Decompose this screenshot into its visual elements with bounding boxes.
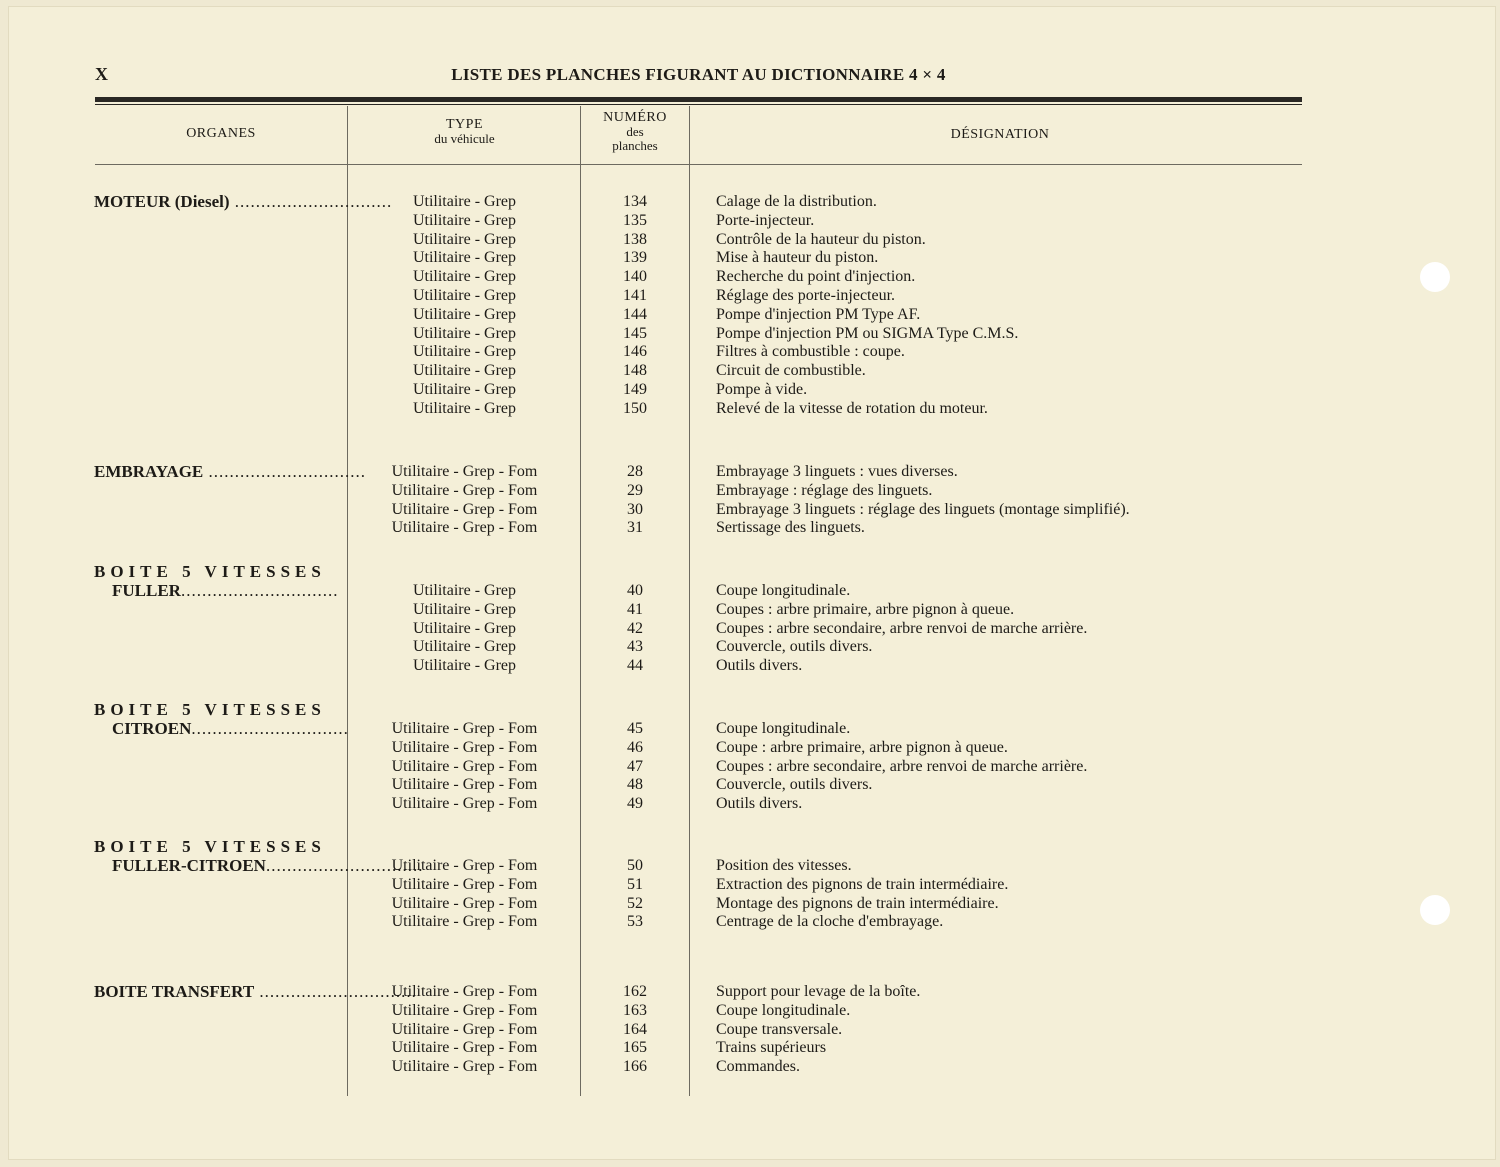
page-title: LISTE DES PLANCHES FIGURANT AU DICTIONNAIRE 4 × 4 [451, 65, 946, 84]
table-row [0, 267, 1500, 286]
table-row [0, 230, 1500, 249]
plate-number: 29 [627, 481, 643, 499]
vehicle-type: Utilitaire - Grep - Fom [391, 795, 538, 813]
designation: Mise à hauteur du piston. [716, 249, 879, 267]
plate-number: 166 [623, 1058, 647, 1076]
table-row [0, 481, 1500, 500]
designation: Couvercle, outils divers. [716, 638, 873, 656]
plate-number: 50 [627, 857, 643, 874]
table-row [0, 581, 1500, 600]
designation: Montage des pignons de train intermédiaire. [716, 894, 999, 912]
plate-number: 149 [623, 381, 647, 398]
designation: Coupes : arbre secondaire, arbre renvoi de marche arrière. [716, 757, 1088, 775]
plate-number: 134 [623, 193, 647, 210]
plate-number: 48 [627, 776, 643, 794]
header-bottom-rule [95, 164, 1302, 165]
designation: Commandes. [716, 1058, 800, 1076]
vehicle-type: Utilitaire - Grep - Fom [391, 481, 538, 499]
leader-dots: .............................. [229, 192, 393, 211]
plate-number: 47 [627, 757, 643, 775]
vehicle-type: Utilitaire - Grep - Fom [391, 1001, 538, 1019]
organ-subname: FULLER-CITROEN [112, 856, 266, 875]
plate-number: 43 [627, 638, 643, 656]
vehicle-type: Utilitaire - Grep [412, 582, 517, 599]
organ-name: BOITE 5 VITESSES [94, 562, 326, 581]
vehicle-type: Utilitaire - Grep [412, 399, 517, 417]
designation: Coupe transversale. [716, 1020, 843, 1038]
table-row [0, 600, 1500, 619]
col-head-numero: NUMÉRO des planches [603, 110, 667, 153]
vehicle-type: Utilitaire - Grep - Fom [391, 875, 538, 893]
organ-label-line1 [94, 837, 346, 856]
organ-subname: CITROEN [112, 719, 192, 738]
table-row [0, 518, 1500, 537]
plate-number: 145 [623, 324, 647, 342]
designation: Coupe : arbre primaire, arbre pignon à queue. [716, 738, 1008, 756]
table-row [0, 619, 1500, 638]
vehicle-type: Utilitaire - Grep [412, 230, 517, 248]
vehicle-type: Utilitaire - Grep [412, 343, 517, 361]
table-row [0, 1038, 1500, 1057]
plate-number: 52 [627, 894, 643, 912]
designation: Embrayage : réglage des linguets. [716, 481, 933, 499]
vehicle-type: Utilitaire - Grep - Fom [391, 1039, 538, 1057]
plate-number: 140 [623, 268, 647, 286]
designation: Coupe longitudinale. [716, 1001, 851, 1019]
table-row [0, 794, 1500, 813]
leader-dots: .............................. [180, 581, 339, 600]
designation: Coupes : arbre secondaire, arbre renvoi de marche arrière. [716, 619, 1088, 637]
col-head-type: TYPE du véhicule [434, 117, 495, 146]
designation: Centrage de la cloche d'embrayage. [716, 913, 944, 931]
table-row [0, 192, 1500, 211]
designation: Relevé de la vitesse de rotation du moteur. [716, 399, 988, 417]
table-row [0, 982, 1500, 1001]
leader-dots: .............................. [265, 856, 424, 875]
designation: Coupe longitudinale. [716, 720, 851, 737]
plate-number: 53 [627, 913, 643, 931]
table-row [0, 656, 1500, 675]
organ-subname: FULLER [112, 581, 181, 600]
table-row [0, 856, 1500, 875]
plate-number: 44 [627, 657, 643, 675]
plate-number: 46 [627, 738, 643, 756]
vehicle-type: Utilitaire - Grep - Fom [391, 1058, 538, 1076]
table-row [0, 637, 1500, 656]
organ-label-line1 [94, 700, 346, 719]
vehicle-type: Utilitaire - Grep - Fom [391, 894, 538, 912]
table-row [0, 305, 1500, 324]
table-row [0, 462, 1500, 481]
plate-number: 148 [623, 362, 647, 380]
vehicle-type: Utilitaire - Grep [412, 268, 517, 286]
vehicle-type: Utilitaire - Grep - Fom [391, 857, 538, 874]
col-head-organes: ORGANES [186, 126, 256, 141]
designation: Pompe à vide. [716, 381, 808, 398]
plate-number: 41 [627, 600, 643, 618]
plate-number: 51 [627, 875, 643, 893]
table-row [0, 399, 1500, 418]
vehicle-type: Utilitaire - Grep - Fom [391, 913, 538, 931]
table-row [0, 1020, 1500, 1039]
plate-number: 135 [623, 211, 647, 229]
table-row [0, 342, 1500, 361]
designation: Porte-injecteur. [716, 211, 815, 229]
designation: Pompe d'injection PM Type AF. [716, 305, 921, 323]
table-row [0, 211, 1500, 230]
designation: Extraction des pignons de train intermédiaire. [716, 875, 1009, 893]
table-row [0, 894, 1500, 913]
vehicle-type: Utilitaire - Grep - Fom [391, 738, 538, 756]
vehicle-type: Utilitaire - Grep [412, 362, 517, 380]
vehicle-type: Utilitaire - Grep [412, 287, 517, 304]
designation: Embrayage 3 linguets : vues diverses. [716, 463, 958, 480]
designation: Calage de la distribution. [716, 193, 877, 210]
vehicle-type: Utilitaire - Grep [412, 619, 517, 637]
plate-number: 165 [623, 1039, 647, 1057]
designation: Outils divers. [716, 657, 803, 675]
designation: Position des vitesses. [716, 857, 852, 874]
plate-number: 162 [623, 983, 647, 1000]
designation: Coupe longitudinale. [716, 582, 851, 599]
vehicle-type: Utilitaire - Grep - Fom [391, 519, 538, 537]
leader-dots: .............................. [203, 462, 367, 481]
vehicle-type: Utilitaire - Grep [412, 324, 517, 342]
plate-number: 141 [623, 287, 647, 304]
designation: Couvercle, outils divers. [716, 776, 873, 794]
table-row [0, 500, 1500, 519]
table-row [0, 1057, 1500, 1076]
vehicle-type: Utilitaire - Grep - Fom [391, 463, 538, 480]
table-row [0, 248, 1500, 267]
vehicle-type: Utilitaire - Grep [412, 211, 517, 229]
plate-number: 31 [627, 519, 643, 537]
organ-name: MOTEUR (Diesel) [94, 192, 230, 211]
plate-number: 45 [627, 720, 643, 737]
table-row [0, 361, 1500, 380]
plate-number: 28 [627, 463, 643, 480]
organ-name: BOITE TRANSFERT [94, 982, 255, 1001]
plate-number: 146 [623, 343, 647, 361]
designation: Coupes : arbre primaire, arbre pignon à queue. [716, 600, 1015, 618]
table-row [0, 1001, 1500, 1020]
table-row [0, 380, 1500, 399]
vehicle-type: Utilitaire - Grep - Fom [391, 500, 538, 518]
plate-number: 42 [627, 619, 643, 637]
vehicle-type: Utilitaire - Grep [412, 381, 517, 398]
page-header [95, 64, 1302, 90]
vehicle-type: Utilitaire - Grep - Fom [391, 757, 538, 775]
vehicle-type: Utilitaire - Grep - Fom [391, 776, 538, 794]
table-row [0, 719, 1500, 738]
designation: Sertissage des linguets. [716, 519, 865, 537]
plate-number: 164 [623, 1020, 647, 1038]
organ-name: BOITE 5 VITESSES [94, 837, 326, 856]
vehicle-type: Utilitaire - Grep [412, 600, 517, 618]
table-row [0, 757, 1500, 776]
vehicle-type: Utilitaire - Grep [412, 657, 517, 675]
designation: Filtres à combustible : coupe. [716, 343, 905, 361]
plate-number: 144 [623, 305, 647, 323]
vehicle-type: Utilitaire - Grep [412, 305, 517, 323]
designation: Trains supérieurs [716, 1039, 827, 1057]
plate-number: 40 [627, 582, 643, 599]
designation: Pompe d'injection PM ou SIGMA Type C.M.S. [716, 324, 1019, 342]
plate-number: 49 [627, 795, 643, 813]
leader-dots: .............................. [191, 719, 349, 738]
organ-name: EMBRAYAGE [94, 462, 204, 481]
organ-label-line1 [94, 562, 346, 581]
vehicle-type: Utilitaire - Grep - Fom [391, 983, 538, 1000]
header-rule-thick [95, 97, 1302, 102]
designation: Contrôle de la hauteur du piston. [716, 230, 926, 248]
leader-dots: .............................. [254, 982, 417, 1001]
table-row [0, 912, 1500, 931]
col-head-designation: DÉSIGNATION [950, 127, 1050, 142]
plate-number: 163 [623, 1001, 647, 1019]
designation: Circuit de combustible. [716, 362, 866, 380]
page-number: X [95, 64, 108, 84]
designation: Recherche du point d'injection. [716, 268, 916, 286]
table-row [0, 875, 1500, 894]
designation: Support pour levage de la boîte. [716, 983, 921, 1000]
plate-number: 30 [627, 500, 643, 518]
plate-number: 138 [623, 230, 647, 248]
header-rule-thin [95, 104, 1302, 105]
vehicle-type: Utilitaire - Grep [412, 249, 517, 267]
vehicle-type: Utilitaire - Grep - Fom [391, 720, 538, 737]
vehicle-type: Utilitaire - Grep [412, 638, 517, 656]
designation: Réglage des porte-injecteur. [716, 287, 896, 304]
designation: Outils divers. [716, 795, 803, 813]
plate-number: 150 [623, 399, 647, 417]
designation: Embrayage 3 linguets : réglage des linguets (montage simplifié). [716, 500, 1130, 518]
plate-number: 139 [623, 249, 647, 267]
table-row [0, 738, 1500, 757]
table-row [0, 324, 1500, 343]
vehicle-type: Utilitaire - Grep - Fom [391, 1020, 538, 1038]
table-row [0, 286, 1500, 305]
vehicle-type: Utilitaire - Grep [412, 193, 517, 210]
organ-name: BOITE 5 VITESSES [94, 700, 326, 719]
table-row [0, 775, 1500, 794]
